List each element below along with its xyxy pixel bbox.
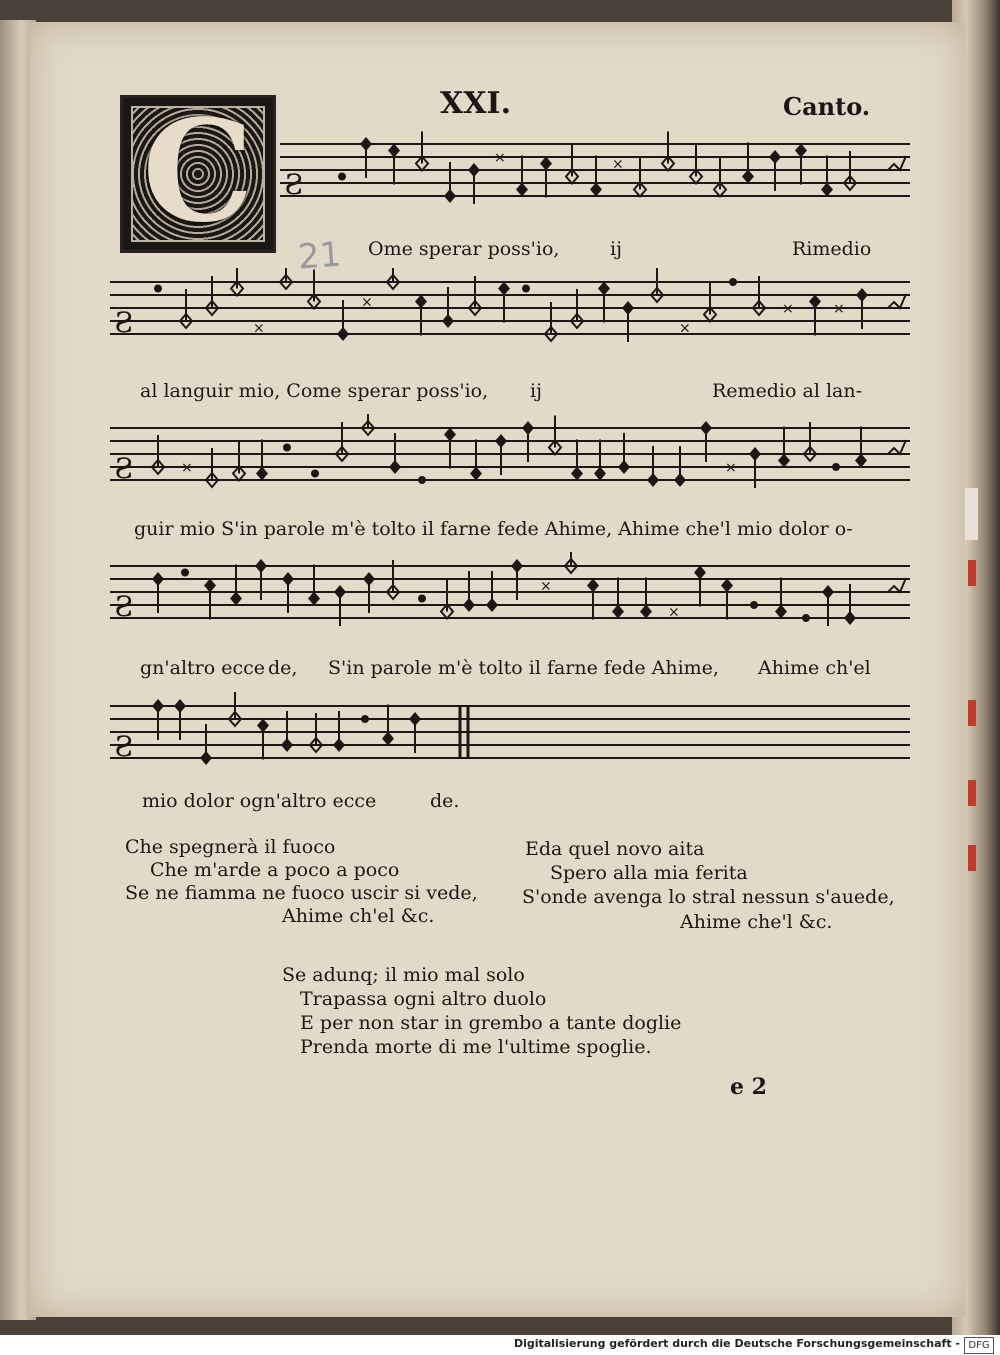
sharp-glyph: × (833, 301, 845, 317)
clef-glyph: Ƨ (114, 590, 134, 623)
lyric-segment: Rimedio (792, 238, 872, 260)
sharp-glyph: × (668, 604, 680, 621)
staff-svg-1 (280, 130, 910, 210)
lyric-segment: gn'altro ecce (140, 657, 265, 679)
sharp-glyph: × (540, 578, 552, 595)
staff-svg-2 (110, 268, 910, 358)
dot-glyph (154, 285, 162, 293)
handwritten-number: 21 (296, 234, 343, 278)
lyric-segment: Ahime ch'el (758, 657, 871, 679)
red-page-marker (968, 845, 976, 871)
verse-line: Eda quel novo aita (525, 838, 705, 860)
clef-glyph: Ƨ (114, 306, 134, 339)
custos-mark (888, 156, 906, 170)
initial-letter: C (142, 90, 254, 254)
verse-line: Che m'arde a poco a poco (150, 859, 400, 881)
funding-credit: Digitalisierung gefördert durch die Deutsche Forschungsgemeinschaft - (513, 1337, 960, 1350)
dot-glyph (729, 278, 737, 286)
dot-glyph (522, 285, 530, 293)
sharp-glyph: × (679, 320, 691, 337)
verse-line: Che spegnerà il fuoco (125, 836, 336, 858)
dot-glyph (311, 470, 319, 478)
verse-line: Se ne fiamma ne fuoco uscir si vede, (125, 882, 478, 904)
clef-glyph: Ƨ (114, 452, 134, 485)
dot-glyph (750, 601, 758, 609)
verse-line: Trapassa ogni altro duolo (300, 988, 547, 1010)
lyric-segment: Ome sperar poss'io, (368, 238, 560, 260)
verse-line: E per non star in grembo a tante doglie (300, 1012, 682, 1034)
lyric-segment: ij (610, 238, 622, 260)
dot-glyph (361, 715, 369, 723)
verse-line: Ahime che'l &c. (680, 911, 833, 933)
red-page-marker (968, 700, 976, 726)
dfg-logo: DFG (964, 1337, 994, 1354)
sharp-glyph: × (725, 460, 737, 476)
music-staff (110, 414, 910, 504)
dot-glyph (418, 595, 426, 603)
footer-bar (0, 1335, 1000, 1355)
lyric-segment: al languir mio, Come sperar poss'io, (140, 380, 489, 402)
red-page-marker (968, 560, 976, 586)
lyric-segment: S'in parole m'è tolto il farne fede Ahime, (328, 657, 719, 679)
clef-glyph: Ƨ (284, 168, 304, 201)
music-staff (110, 692, 910, 784)
music-staff (110, 268, 910, 358)
sharp-glyph: × (494, 150, 506, 166)
verse-line: Spero alla mia ferita (550, 862, 748, 884)
decorated-initial (120, 90, 276, 254)
lyric-segment: Remedio al lan- (712, 380, 863, 402)
page-number: XXI. (440, 86, 512, 121)
verse-line: S'onde avenga lo stral nessun s'auede, (522, 886, 895, 908)
dot-glyph (283, 444, 291, 452)
verse-line: Prenda morte di me l'ultime spoglie. (300, 1036, 652, 1058)
custos-mark (888, 294, 906, 308)
lyric-segment: ij (530, 380, 542, 402)
staff-svg-4 (110, 552, 910, 642)
red-page-marker (968, 780, 976, 806)
sharp-glyph: × (612, 156, 624, 173)
verse-line: Se adunq; il mio mal solo (282, 964, 525, 986)
dot-glyph (418, 476, 426, 484)
signature-mark: e 2 (730, 1074, 767, 1100)
lyric-segment: de. (430, 790, 460, 812)
dot-glyph (832, 463, 840, 471)
music-staff (280, 130, 910, 210)
custos-mark (888, 578, 906, 592)
voice-part-label: Canto. (783, 92, 871, 121)
sharp-glyph: × (181, 460, 193, 476)
dot-glyph (181, 569, 189, 577)
sharp-glyph: × (361, 294, 373, 311)
verse-line: Ahime ch'el &c. (282, 905, 435, 927)
dot-glyph (338, 173, 346, 181)
custos-mark (888, 440, 906, 454)
clef-glyph: Ƨ (114, 730, 134, 763)
lyric-segment: mio dolor ogn'altro ecce (142, 790, 377, 812)
lyric-segment: guir mio S'in parole m'è tolto il farne fede Ahime, Ahime che'l mio dolor o- (134, 518, 853, 540)
music-staff (110, 552, 910, 642)
lyric-segment: de, (268, 657, 298, 679)
sharp-glyph: × (782, 301, 794, 317)
staff-svg-3 (110, 414, 910, 504)
staff-svg-5 (110, 692, 910, 784)
sharp-glyph: × (253, 320, 265, 337)
dot-glyph (802, 614, 810, 622)
